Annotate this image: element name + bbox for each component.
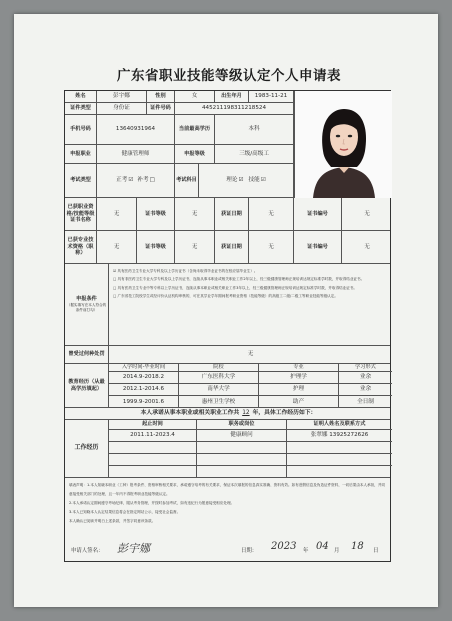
row-work-experience	[65, 420, 390, 478]
existing-cert-level-label: 证书等级	[137, 198, 175, 230]
education-table	[109, 364, 392, 407]
level-value: 三级/高级工	[215, 145, 294, 163]
skill-checkbox: ☑	[260, 177, 266, 184]
education-history-label: 教育经历（从最高学历填起）	[65, 364, 109, 407]
education-major: 护理学	[259, 372, 339, 383]
work-row	[109, 430, 392, 442]
signature-label: 申请人签名：	[71, 548, 104, 554]
education-school: 惠州卫生学校	[179, 396, 259, 408]
education-header-period: 入学时间-毕业时间	[109, 364, 179, 371]
work-table	[109, 420, 392, 477]
birth-label: 出生年月	[215, 91, 249, 102]
gender-value: 女	[175, 91, 215, 102]
skill-label: 技能	[248, 177, 260, 184]
work-experience-label: 工作经历	[65, 420, 109, 477]
work-header-position: 职务或岗位	[197, 420, 287, 429]
row-statement	[65, 478, 390, 563]
work-commitment-suffix: 年，具体工作经历如下：	[252, 410, 317, 417]
professional-title-no: 无	[364, 243, 370, 250]
education-major: 助产	[259, 396, 339, 408]
occupation-value: 健康管理师	[97, 145, 175, 163]
work-header-period: 起止时间	[109, 420, 197, 429]
idno-value: 445211198311218524	[175, 103, 294, 114]
condition-item: □ 具有医药卫生专业中等专科以上学历证书，连续从事本职业或相关职业工作3年以上，经三级健康管理师正规培训达规定标准学时数，并取得结业证书。	[113, 285, 358, 290]
applicant-photo	[294, 91, 392, 198]
work-row-empty	[109, 454, 392, 466]
work-row-empty	[109, 466, 392, 478]
conditions-sublabel: （据实填写在本人符合的条件前打勾）	[66, 302, 107, 312]
name-value: 彭宇娜	[97, 91, 147, 102]
existing-cert-no: 无	[364, 210, 370, 217]
declaration-line: 填表声明：1.本人知晓本职业（工种）报考条件、资格审核相关要求，承诺遵守培考的有关要求，保证本次填报的信息真实准确、资料有效。如有虚假信息及伪造证件资料，一切后果由本人承担，并同意接受相关部门的处理，且一年内不得报考职业技能等级认定。	[69, 483, 386, 496]
work-position: 健康顾问	[197, 430, 287, 441]
work-commitment	[65, 408, 392, 419]
phone-label: 手机号码	[65, 115, 97, 144]
education-row	[109, 384, 392, 396]
work-period: 2011.11-2023.4	[109, 430, 197, 441]
work-years: 12	[242, 410, 250, 417]
year-unit: 年	[303, 548, 309, 554]
conditions-list	[109, 264, 390, 345]
date-month: 04	[316, 541, 329, 552]
idno-label: 证件号码	[147, 103, 175, 114]
portrait-image	[295, 91, 392, 198]
form-title: 广东省职业技能等级认定个人申请表	[117, 68, 341, 84]
existing-cert-no-label: 证书编号	[294, 198, 342, 230]
declaration-line: 3.本人已知晓本人认定结果信息将会在指定网站公示，接受社会监督。	[69, 510, 181, 514]
work-header-row	[109, 420, 392, 430]
education-header-major: 专业	[259, 364, 339, 371]
professional-title-name: 无	[97, 231, 137, 263]
condition-item: □ 具有非医药卫生专业大学专科及以上学历证书，连续从事本职业或相关职业工作2年以上，经三级健康管理师正规培训达规定标准学时数，并取得结业证书。	[113, 277, 365, 282]
professional-title-label: 已获专业技术资格（职称）	[65, 231, 97, 263]
row-penalty	[65, 346, 390, 364]
education-school: 广东医科大学	[179, 372, 259, 383]
education-header-mode: 学习形式	[355, 364, 376, 371]
gender-label: 性别	[147, 91, 175, 102]
exam-subject-options	[199, 164, 294, 197]
date-day: 18	[351, 541, 364, 552]
education-period: 2014.9-2018.2	[109, 372, 179, 383]
education-mode: 全日制	[357, 398, 374, 405]
exam-makeup-label: 补考	[137, 177, 149, 184]
exam-regular-label: 正考	[116, 177, 128, 184]
existing-cert-date-label: 获证日期	[215, 198, 249, 230]
education-period: 1999.9-2001.6	[109, 396, 179, 408]
declaration-line: 2.本人承诺认定期间遵守考场纪律，服从考务管理，并按时参加考试，如有违纪行为愿意接受相应处理。	[69, 501, 235, 505]
existing-cert-date: 无	[249, 198, 294, 230]
exam-makeup-checkbox: □	[149, 177, 155, 184]
condition-item: □ 广东省技工院校学生或经评价认证机构审核的，可在其学业学年期间报考职业资格（技能等级）的高级工二级/二级工等职业技能等级认定。	[113, 294, 338, 299]
occupation-label: 申报职业	[65, 145, 97, 163]
row-professional-title	[65, 231, 390, 264]
row-conditions	[65, 264, 390, 346]
education-major: 护理	[259, 384, 339, 395]
phone-value: 13640931964	[97, 115, 175, 144]
conditions-label: 申报条件	[76, 296, 97, 303]
row-education	[65, 364, 390, 408]
level-label: 申报等级	[175, 145, 215, 163]
applicant-signature: 彭宇娜	[117, 542, 150, 555]
existing-cert-name: 无	[97, 198, 137, 230]
education-header-school: 院校	[179, 364, 259, 371]
declaration-line: 本人确认已阅读并明白上述条款，并签字同意该条款。	[69, 519, 156, 523]
name-label: 姓名	[65, 91, 97, 102]
exam-subjects-label: 考试科目	[175, 164, 199, 197]
work-row-empty	[109, 442, 392, 454]
declaration-text	[69, 481, 386, 526]
professional-title-date: 无	[249, 231, 294, 263]
education-mode: 业余	[359, 386, 372, 393]
birth-value: 1983-11-21	[249, 91, 294, 102]
education-school: 南华大学	[179, 384, 259, 395]
professional-title-no-label: 证书编号	[294, 231, 342, 263]
education-row	[109, 396, 392, 408]
row-existing-cert	[65, 198, 390, 231]
idtype-value: 身份证	[97, 103, 147, 114]
education-value: 本科	[215, 115, 294, 144]
date-label: 日期：	[241, 548, 258, 554]
existing-cert-label: 已获职业资格/技能等级证书名称	[65, 198, 97, 230]
education-row	[109, 372, 392, 384]
month-unit: 月	[334, 548, 340, 554]
date-year: 2023	[271, 541, 297, 552]
work-commitment-prefix: 本人承诺从事本职业或相关职业工作共	[140, 410, 240, 417]
education-label: 当前最高学历	[175, 115, 215, 144]
signature-line	[71, 540, 384, 558]
professional-title-level: 无	[175, 231, 215, 263]
penalty-value: 无	[247, 351, 254, 358]
theory-checkbox: ☑	[238, 177, 244, 184]
work-header-referee: 证明人姓名及联系方式	[313, 421, 366, 428]
work-referee: 张翠娜 13925272626	[310, 432, 369, 439]
professional-title-level-label: 证书等级	[137, 231, 175, 263]
idtype-label: 证件类型	[65, 103, 97, 114]
professional-title-date-label: 获证日期	[215, 231, 249, 263]
exam-type-label: 考试类型	[65, 164, 97, 197]
existing-cert-level: 无	[175, 198, 215, 230]
penalty-label: 曾受过何种处罚	[65, 346, 109, 363]
education-mode: 业余	[359, 374, 372, 381]
education-period: 2012.1-2014.6	[109, 384, 179, 395]
application-form-table	[64, 90, 391, 562]
exam-type-options	[97, 164, 175, 197]
conditions-label-cell	[65, 264, 109, 345]
exam-regular-checkbox: ☑	[128, 177, 134, 184]
condition-item: ☑ 具有医药卫生专业大学专科及以上学历证书（含尚未取得毕业证书的在校应届毕业生）。	[113, 269, 258, 273]
row-work-commitment	[65, 408, 390, 420]
education-header-row	[109, 364, 392, 372]
theory-label: 理论	[226, 177, 238, 184]
day-unit: 日	[373, 548, 379, 554]
